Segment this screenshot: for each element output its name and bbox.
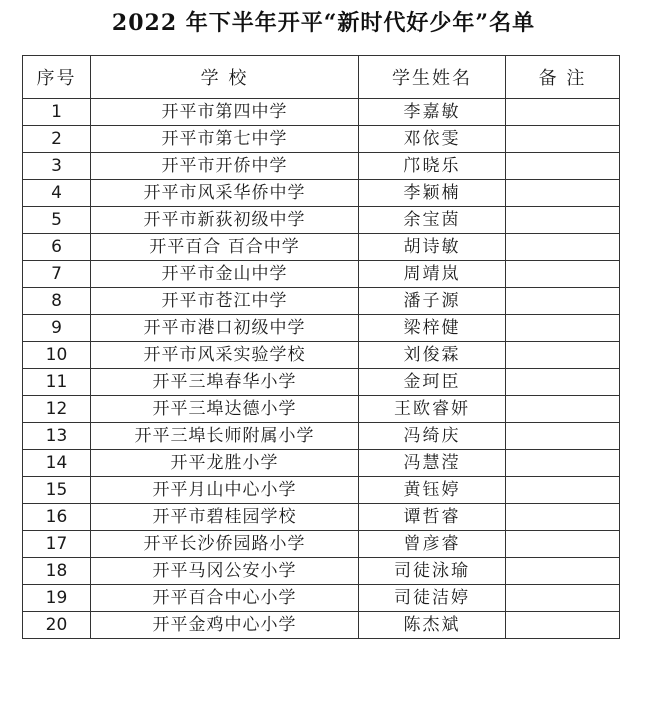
row-remark-cell <box>506 99 620 126</box>
row-school-cell: 开平金鸡中心小学 <box>91 612 359 639</box>
table-row <box>23 477 620 504</box>
row-remark-cell <box>506 180 620 207</box>
row-remark-cell <box>506 369 620 396</box>
row-school-cell: 开平三埠达德小学 <box>91 396 359 423</box>
row-seq-cell: 18 <box>23 558 91 585</box>
table-body <box>23 99 620 639</box>
row-remark-cell <box>506 396 620 423</box>
table-row <box>23 288 620 315</box>
row-remark-cell <box>506 504 620 531</box>
row-seq-cell: 4 <box>23 180 91 207</box>
header-remark: 备 注 <box>506 56 620 99</box>
row-school-cell: 开平市碧桂园学校 <box>91 504 359 531</box>
table-row <box>23 261 620 288</box>
row-seq-cell: 3 <box>23 153 91 180</box>
row-remark-cell <box>506 450 620 477</box>
table-row <box>23 342 620 369</box>
row-school-cell: 开平长沙侨园路小学 <box>91 531 359 558</box>
row-name-cell: 司徒洁婷 <box>359 585 506 612</box>
row-name-cell: 陈杰斌 <box>359 612 506 639</box>
row-remark-cell <box>506 288 620 315</box>
row-school-cell: 开平市金山中学 <box>91 261 359 288</box>
row-school-cell: 开平百合 百合中学 <box>91 234 359 261</box>
table-row <box>23 369 620 396</box>
row-remark-cell <box>506 315 620 342</box>
row-name-cell: 周靖岚 <box>359 261 506 288</box>
row-remark-cell <box>506 585 620 612</box>
row-name-cell: 司徒泳瑜 <box>359 558 506 585</box>
table-row <box>23 558 620 585</box>
table-row <box>23 423 620 450</box>
row-remark-cell <box>506 531 620 558</box>
row-name-cell: 金珂臣 <box>359 369 506 396</box>
row-name-cell: 冯慧滢 <box>359 450 506 477</box>
row-seq-cell: 17 <box>23 531 91 558</box>
row-seq-cell: 1 <box>23 99 91 126</box>
row-remark-cell <box>506 207 620 234</box>
row-name-cell: 李颖楠 <box>359 180 506 207</box>
row-remark-cell <box>506 612 620 639</box>
row-remark-cell <box>506 261 620 288</box>
row-seq-cell: 14 <box>23 450 91 477</box>
row-name-cell: 谭哲睿 <box>359 504 506 531</box>
row-remark-cell <box>506 558 620 585</box>
row-remark-cell <box>506 153 620 180</box>
header-school: 学 校 <box>91 56 359 99</box>
row-seq-cell: 10 <box>23 342 91 369</box>
row-seq-cell: 19 <box>23 585 91 612</box>
row-seq-cell: 20 <box>23 612 91 639</box>
row-seq-cell: 2 <box>23 126 91 153</box>
row-school-cell: 开平市第四中学 <box>91 99 359 126</box>
row-seq-cell: 9 <box>23 315 91 342</box>
table-row <box>23 315 620 342</box>
row-name-cell: 黄钰婷 <box>359 477 506 504</box>
roster-table <box>22 55 620 639</box>
row-name-cell: 王欧睿妍 <box>359 396 506 423</box>
row-school-cell: 开平市第七中学 <box>91 126 359 153</box>
row-school-cell: 开平三埠长师附属小学 <box>91 423 359 450</box>
table-row <box>23 153 620 180</box>
table-row <box>23 207 620 234</box>
row-name-cell: 冯绮庆 <box>359 423 506 450</box>
row-seq-cell: 16 <box>23 504 91 531</box>
row-name-cell: 余宝茵 <box>359 207 506 234</box>
row-school-cell: 开平市开侨中学 <box>91 153 359 180</box>
row-remark-cell <box>506 234 620 261</box>
row-seq-cell: 8 <box>23 288 91 315</box>
row-remark-cell <box>506 477 620 504</box>
table-row <box>23 234 620 261</box>
table-header-row <box>23 56 620 99</box>
table-row <box>23 450 620 477</box>
table-row <box>23 612 620 639</box>
row-school-cell: 开平市港口初级中学 <box>91 315 359 342</box>
row-school-cell: 开平龙胜小学 <box>91 450 359 477</box>
row-remark-cell <box>506 342 620 369</box>
row-seq-cell: 15 <box>23 477 91 504</box>
row-name-cell: 刘俊霖 <box>359 342 506 369</box>
table-row <box>23 99 620 126</box>
row-name-cell: 李嘉敏 <box>359 99 506 126</box>
row-seq-cell: 11 <box>23 369 91 396</box>
row-name-cell: 潘子源 <box>359 288 506 315</box>
row-school-cell: 开平百合中心小学 <box>91 585 359 612</box>
row-school-cell: 开平市风采华侨中学 <box>91 180 359 207</box>
table-row <box>23 180 620 207</box>
row-school-cell: 开平市风采实验学校 <box>91 342 359 369</box>
table-row <box>23 126 620 153</box>
header-seq: 序号 <box>23 56 91 99</box>
row-name-cell: 邝晓乐 <box>359 153 506 180</box>
row-remark-cell <box>506 126 620 153</box>
row-name-cell: 曾彦睿 <box>359 531 506 558</box>
row-name-cell: 邓依雯 <box>359 126 506 153</box>
row-school-cell: 开平马冈公安小学 <box>91 558 359 585</box>
row-school-cell: 开平月山中心小学 <box>91 477 359 504</box>
table-row <box>23 504 620 531</box>
row-remark-cell <box>506 423 620 450</box>
row-seq-cell: 6 <box>23 234 91 261</box>
page-title: 2022 年下半年开平“新时代好少年”名单 <box>111 10 536 36</box>
table-row <box>23 531 620 558</box>
row-seq-cell: 5 <box>23 207 91 234</box>
row-school-cell: 开平三埠春华小学 <box>91 369 359 396</box>
row-school-cell: 开平市苍江中学 <box>91 288 359 315</box>
table-row <box>23 585 620 612</box>
row-seq-cell: 12 <box>23 396 91 423</box>
row-name-cell: 胡诗敏 <box>359 234 506 261</box>
table-row <box>23 396 620 423</box>
row-seq-cell: 13 <box>23 423 91 450</box>
header-name: 学生姓名 <box>359 56 506 99</box>
row-seq-cell: 7 <box>23 261 91 288</box>
row-name-cell: 梁梓健 <box>359 315 506 342</box>
row-school-cell: 开平市新荻初级中学 <box>91 207 359 234</box>
